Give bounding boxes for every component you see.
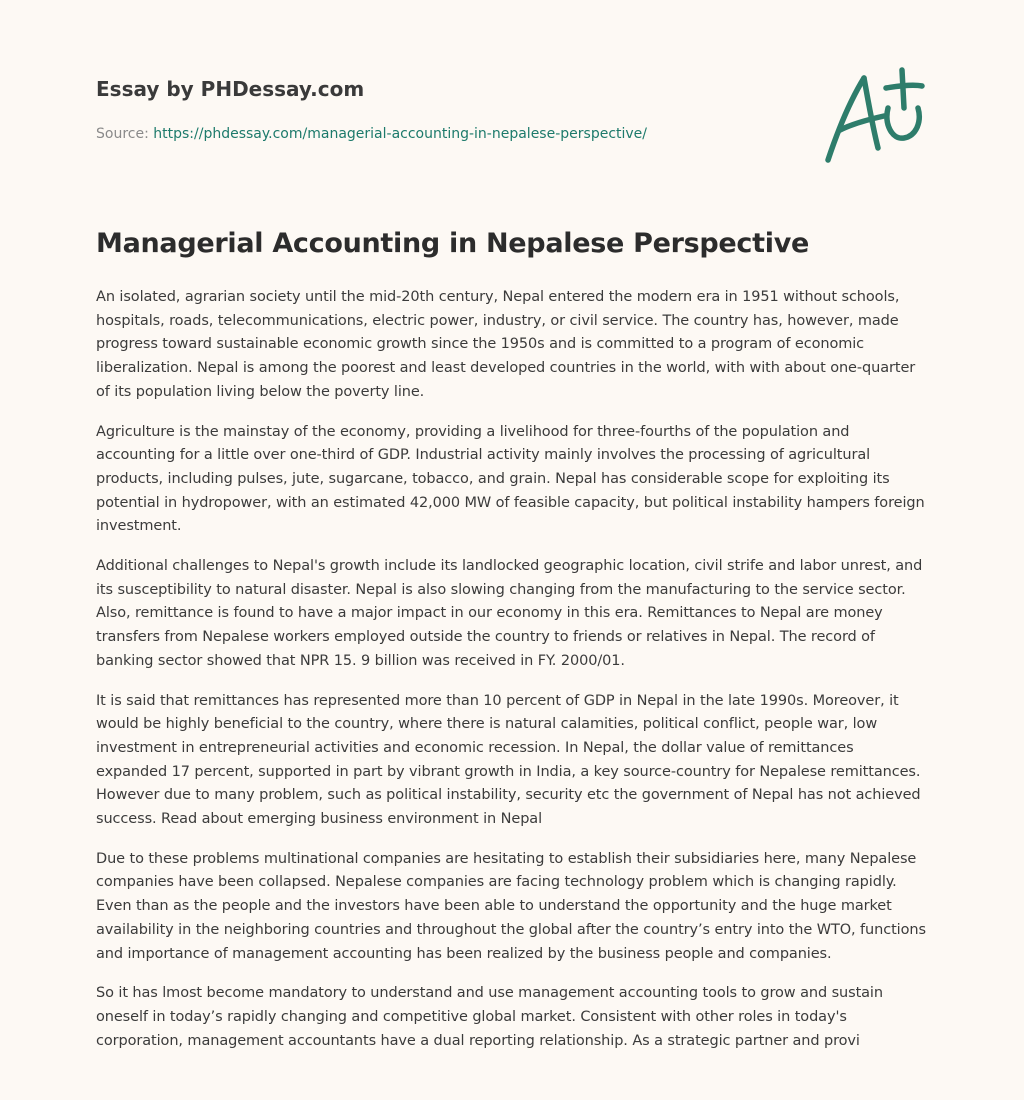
paragraph: An isolated, agrarian society until the mid-20th century, Nepal entered the modern era in 1951 without schools, hospitals, roads, telecommunications, electric power, industry, or civil service. The country has, however, made progress toward sustainable economic growth since the 1950s and is committed to a program of economic liberalization. Nepal is among the poorest and least developed countries in the world, with with about one-quarter of its population living below the poverty line. xyxy=(96,289,916,400)
source-label: Source: xyxy=(96,126,149,142)
paragraph: Additional challenges to Nepal's growth include its landlocked geographic location, civil strife and labor unrest, and its susceptibility to natural disaster. Nepal is also slowing changing from the manufacturing to the service sector. Also, remittance is found to have a major impact in our economy in this era. Remittances to Nepal are money transfers from Nepalese workers employed outside the country to friends or relatives in Nepal. The record of banking sector showed that NPR 15. 9 billion was received in FY. 2000/01. xyxy=(96,558,923,669)
paragraph: Due to these problems multinational companies are hesitating to establish their subsidiaries here, many Nepalese companies have been collapsed. Nepalese companies are facing technology problem which is changing rapidly. Even than as the people and the investors have been able to understand the opportunity and the huge market availability in the neighboring countries and throughout the global after the country’s entry into the WTO, functions and importance of management accounting has been realized by the business people and companies. xyxy=(96,850,926,962)
paragraph: Agriculture is the mainstay of the economy, providing a livelihood for three-fourths of the population and accounting for a little over one-third of GDP. Industrial activity mainly involves the processing of agricultural products, including pulses, jute, sugarcane, tobacco, and grain. Nepal has considerable scope for exploiting its potential in hydropower, with an estimated 42,000 MW of feasible capacity, but political instability hampers foreign investment. xyxy=(96,423,925,535)
paragraph: It is said that remittances has represented more than 10 percent of GDP in Nepal in the late 1990s. Moreover, it would be highly beneficial to the country, where there is natural calamities, political conflict, people war, low investment in entrepreneurial activities and economic recession. In Nepal, the dollar value of remittances expanded 17 percent, supported in part by vibrant growth in India, a key source-country for Nepalese remittances. However due to many problem, such as political instability, security etc the government of Nepal has not achieved success. Read about emerging business environment in Nepal xyxy=(96,692,921,828)
source-line xyxy=(96,124,776,144)
essay-body xyxy=(96,286,928,1069)
site-brand: Essay by PHDessay.com xyxy=(96,77,365,101)
essay-title: Managerial Accounting in Nepalese Perspective xyxy=(96,228,810,259)
source-link[interactable]: https://phdessay.com/managerial-accounting-in-nepalese-perspective/ xyxy=(153,126,648,142)
a-plus-logo-icon xyxy=(818,64,930,168)
paragraph: So it has lmost become mandatory to understand and use management accounting tools to grow and sustain oneself in today’s rapidly changing and competitive global market. Consistent with other roles in today's corporation, management accountants have a dual reporting relationship. As a strategic partner and provi xyxy=(96,985,883,1049)
essay-header xyxy=(96,74,776,144)
